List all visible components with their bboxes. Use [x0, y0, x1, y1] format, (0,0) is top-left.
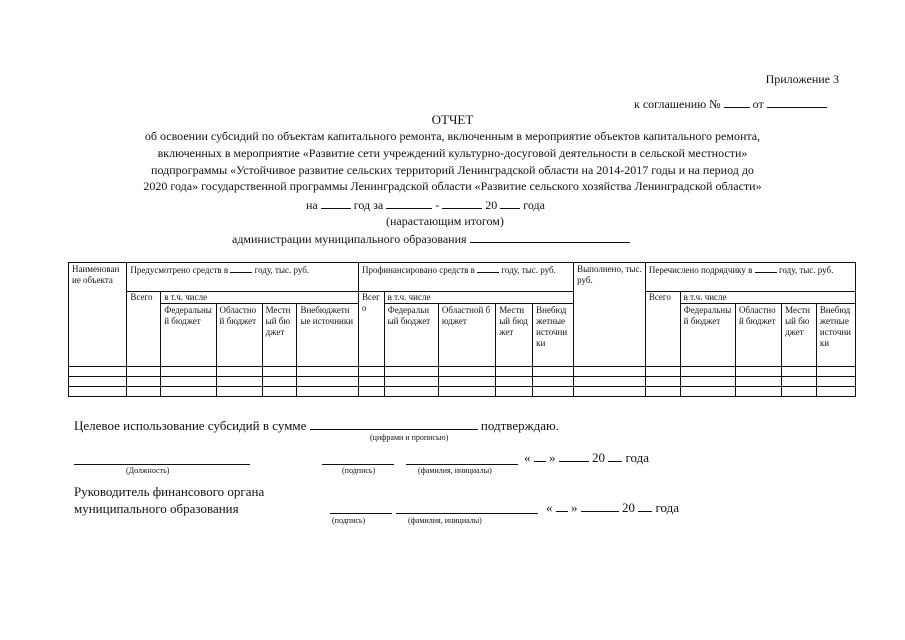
- period-na: на: [306, 198, 318, 212]
- col-financed-post: году, тыс. руб.: [501, 265, 556, 275]
- table-cell[interactable]: [680, 387, 735, 397]
- table-cell[interactable]: [69, 377, 127, 387]
- agreement-number-blank[interactable]: [724, 96, 750, 108]
- confirm-amount-blank[interactable]: [310, 418, 478, 430]
- col-planned-year-blank[interactable]: [230, 264, 252, 273]
- table-cell[interactable]: [384, 377, 438, 387]
- agreement-prefix: к соглашению №: [634, 97, 721, 111]
- cumulative-note: (нарастающим итогом): [386, 214, 504, 228]
- date-year-1: года: [625, 450, 650, 465]
- table-cell[interactable]: [216, 367, 262, 377]
- administration-label: администрации муниципального образования: [232, 232, 467, 246]
- date-day-blank-1[interactable]: [534, 450, 546, 462]
- signature-blank-1[interactable]: [322, 454, 394, 465]
- administration-line: [232, 231, 630, 247]
- period-year-blank[interactable]: [321, 197, 351, 209]
- col-planned: [127, 263, 359, 292]
- table-cell[interactable]: [438, 377, 495, 387]
- table-cell[interactable]: [680, 377, 735, 387]
- period-dash: -: [435, 198, 440, 212]
- period-to-blank[interactable]: [442, 197, 482, 209]
- col-financed-pre: Профинансировано средств в: [361, 265, 475, 275]
- table-cell[interactable]: [438, 367, 495, 377]
- col-planned-pre: Предусмотрено средств в: [130, 265, 229, 275]
- date-day-blank-2[interactable]: [556, 500, 568, 512]
- date-year-blank-2[interactable]: [638, 500, 652, 512]
- transferred-regional: Областной бюджет: [735, 304, 781, 367]
- signature-caption-1: (подпись): [342, 466, 376, 475]
- table-cell[interactable]: [816, 377, 855, 387]
- name-blank-2[interactable]: [396, 503, 538, 514]
- col-transferred-post: году, тыс. руб.: [778, 265, 834, 275]
- financed-local: Местный бюджет: [496, 304, 533, 367]
- period-year-suffix-blank[interactable]: [500, 197, 520, 209]
- head-fin-line2: муниципального образования: [74, 501, 239, 516]
- table-cell[interactable]: [161, 367, 216, 377]
- planned-local: Местный бюджет: [262, 304, 297, 367]
- table-cell[interactable]: [533, 377, 574, 387]
- financed-regional: Областной бюджет: [438, 304, 495, 367]
- table-cell[interactable]: [496, 387, 533, 397]
- col-transferred-pre: Перечислено подрядчику в: [648, 265, 753, 275]
- date-month-blank-1[interactable]: [559, 450, 589, 462]
- planned-including: в т.ч. числе: [161, 292, 359, 304]
- signature-caption-2: (подпись): [332, 516, 366, 525]
- table-cell[interactable]: [69, 367, 127, 377]
- table-cell[interactable]: [262, 367, 297, 377]
- table-cell[interactable]: [816, 387, 855, 397]
- date-twenty-1: 20: [592, 450, 605, 465]
- title-line-1: об освоении субсидий по объектам капитального ремонта, включенным в мероприятие объектов капитального ремонта,: [144, 129, 761, 143]
- table-cell[interactable]: [574, 367, 646, 377]
- table-row: [69, 377, 856, 387]
- table-cell[interactable]: [438, 387, 495, 397]
- table-cell[interactable]: [358, 387, 384, 397]
- agreement-from: от: [752, 97, 764, 111]
- planned-federal: Федеральный бюджет: [161, 304, 216, 367]
- period-line: [306, 197, 545, 213]
- col-object-name: Наименование объекта: [69, 263, 127, 367]
- period-year-za: год за: [353, 198, 384, 212]
- col-completed: Выполнено, тыс. руб.: [574, 263, 646, 367]
- confirm-tail: подтверждаю.: [480, 418, 559, 433]
- date-quote-close-1: »: [549, 450, 556, 465]
- planned-extrabudget: Внебюджетные источники: [297, 304, 358, 367]
- date-year-blank-1[interactable]: [608, 450, 622, 462]
- table-cell[interactable]: [645, 367, 680, 377]
- table-cell[interactable]: [680, 367, 735, 377]
- table-cell[interactable]: [782, 377, 817, 387]
- agreement-date-blank[interactable]: [767, 96, 827, 108]
- col-financed-year-blank[interactable]: [477, 264, 499, 273]
- period-year: года: [523, 198, 545, 212]
- appendix-label: Приложение 3: [765, 72, 839, 86]
- date-year-2: года: [655, 500, 680, 515]
- table-cell[interactable]: [262, 387, 297, 397]
- table-cell[interactable]: [496, 367, 533, 377]
- table-cell[interactable]: [297, 367, 358, 377]
- table-cell[interactable]: [384, 387, 438, 397]
- transferred-federal: Федеральный бюджет: [680, 304, 735, 367]
- table-cell[interactable]: [358, 377, 384, 387]
- date-quote-open-1: «: [524, 450, 531, 465]
- date-twenty-2: 20: [622, 500, 635, 515]
- title-line-4: 2020 года» государственной программы Ленинградской области «Развитие сельского хозяйства Ленинградской области»: [143, 179, 762, 193]
- head-fin-line1: Руководитель финансового органа: [74, 484, 265, 499]
- table-cell[interactable]: [216, 377, 262, 387]
- planned-total: Всего: [127, 292, 161, 367]
- signature-blank-2[interactable]: [330, 503, 392, 514]
- table-cell[interactable]: [645, 387, 680, 397]
- table-cell[interactable]: [297, 377, 358, 387]
- transferred-including: в т.ч. числе: [680, 292, 855, 304]
- confirm-lead: Целевое использование субсидий в сумме: [74, 418, 307, 433]
- confirm-line: [74, 418, 559, 434]
- transferred-extrabudget: Внебюджетные источники: [816, 304, 855, 367]
- table-cell[interactable]: [735, 367, 781, 377]
- col-transferred: [645, 263, 855, 292]
- table-cell[interactable]: [782, 387, 817, 397]
- col-planned-post: году, тыс. руб.: [254, 265, 310, 275]
- date-line-1: [524, 450, 649, 466]
- table-row: [69, 387, 856, 397]
- table-cell[interactable]: [735, 377, 781, 387]
- col-transferred-year-blank[interactable]: [755, 264, 777, 273]
- table-cell[interactable]: [69, 387, 127, 397]
- table-cell[interactable]: [127, 377, 161, 387]
- name-caption-2: (фамилия, инициалы): [408, 516, 482, 525]
- report-table: [68, 262, 856, 397]
- financed-total: Всего: [358, 292, 384, 367]
- period-from-blank[interactable]: [386, 197, 432, 209]
- title-line-3: подпрограммы «Устойчивое развитие сельских территорий Ленинградской области на 2014-2017 годы и на период до: [151, 163, 754, 177]
- table-cell[interactable]: [358, 367, 384, 377]
- date-quote-open-2: «: [546, 500, 553, 515]
- financed-federal: Федеральный бюджет: [384, 304, 438, 367]
- table-cell[interactable]: [161, 387, 216, 397]
- table-cell[interactable]: [533, 367, 574, 377]
- table-cell[interactable]: [216, 387, 262, 397]
- position-blank[interactable]: [74, 454, 250, 465]
- period-twenty: 20: [485, 198, 498, 212]
- name-blank-1[interactable]: [406, 454, 518, 465]
- financed-extrabudget: Внебюджетные источники: [533, 304, 574, 367]
- position-caption: (Должность): [126, 466, 170, 475]
- report-heading: ОТЧЕТ: [431, 112, 474, 127]
- financed-including: в т.ч. числе: [384, 292, 574, 304]
- table-cell[interactable]: [127, 367, 161, 377]
- agreement-line: [634, 96, 827, 112]
- table-cell[interactable]: [262, 377, 297, 387]
- col-financed: [358, 263, 573, 292]
- date-line-2: [546, 500, 679, 516]
- table-cell[interactable]: [297, 387, 358, 397]
- planned-regional: Областной бюджет: [216, 304, 262, 367]
- administration-blank[interactable]: [470, 231, 630, 243]
- transferred-total: Всего: [645, 292, 680, 367]
- date-quote-close-2: »: [571, 500, 578, 515]
- table-cell[interactable]: [127, 387, 161, 397]
- table-cell[interactable]: [816, 367, 855, 377]
- table-cell[interactable]: [574, 387, 646, 397]
- table-row: [69, 367, 856, 377]
- table-cell[interactable]: [384, 367, 438, 377]
- title-line-2: включенных в мероприятие «Развитие сети учреждений культурно-досуговой деятельности в сельской местности»: [157, 146, 748, 160]
- name-caption-1: (фамилия, инициалы): [418, 466, 492, 475]
- date-month-blank-2[interactable]: [581, 500, 619, 512]
- table-cell[interactable]: [496, 377, 533, 387]
- table-cell[interactable]: [645, 377, 680, 387]
- table-cell[interactable]: [533, 387, 574, 397]
- table-cell[interactable]: [161, 377, 216, 387]
- table-cell[interactable]: [735, 387, 781, 397]
- table-cell[interactable]: [574, 377, 646, 387]
- confirm-hint: (цифрами и прописью): [370, 433, 449, 442]
- table-cell[interactable]: [782, 367, 817, 377]
- transferred-local: Местный бюджет: [782, 304, 817, 367]
